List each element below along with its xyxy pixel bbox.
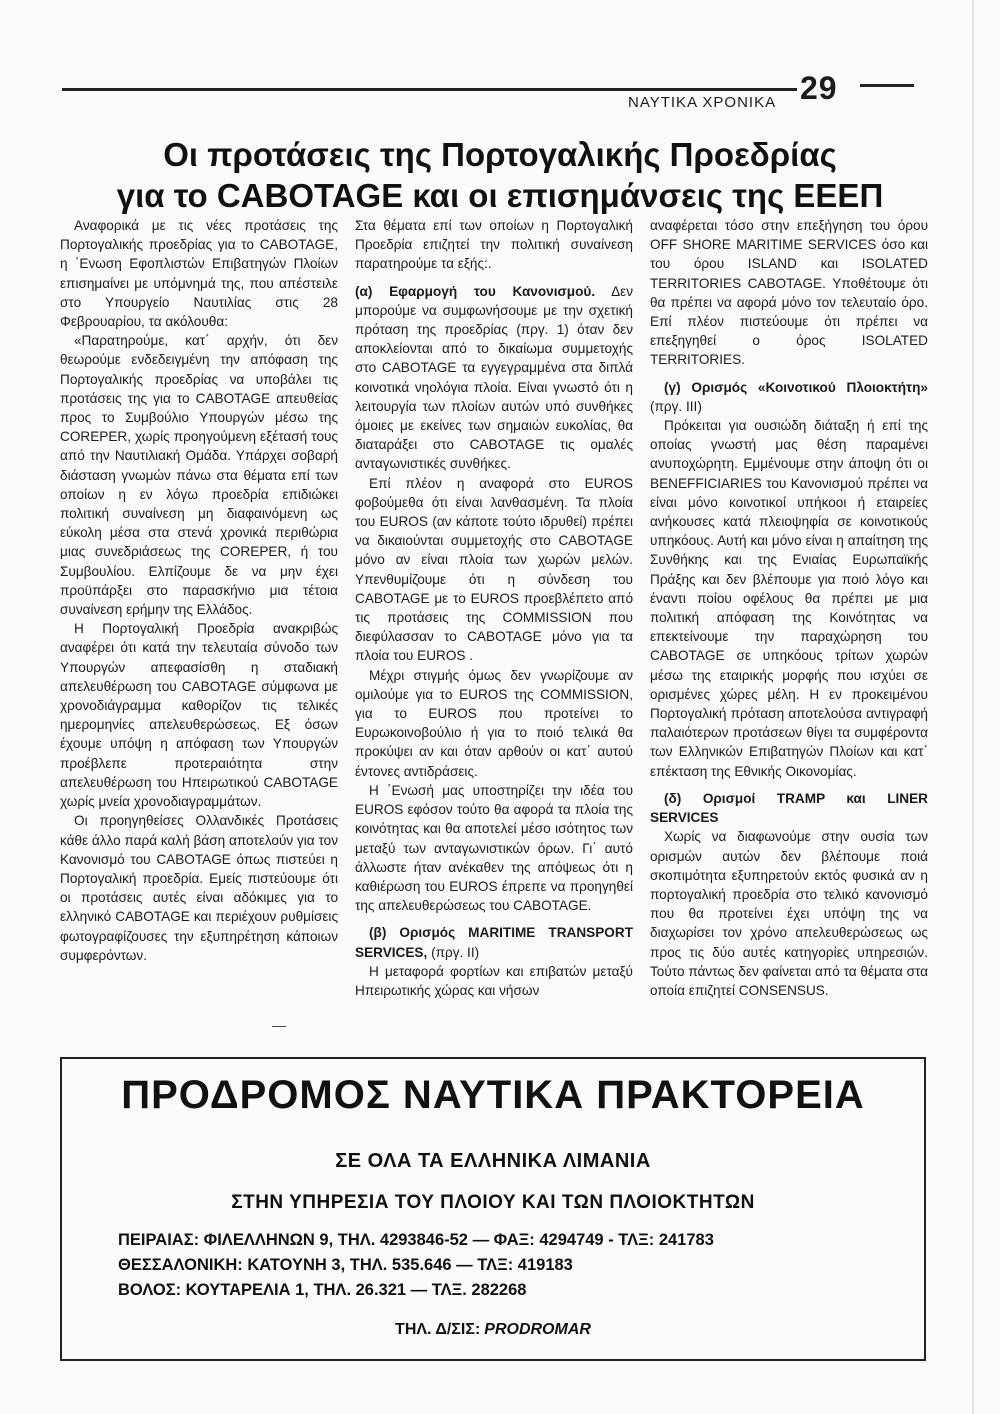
paragraph: Οι προηγηθείσες Ολλανδικές Προτάσεις κάθε άλλο παρά καλή βάση αποτελούν για τον Κανονισμό του CABOTAGE όπως πιστεύει η Πορτογαλική προεδρία. Εμείς πιστεύουμε ότι οι προτάσεις αυτές είναι αδόκιμες για το ελληνικό CABOTAGE και περιέχουν ρυθμίσεις φωτογραφίζουσες την εξυπηρέτηση κάποιων συμφερόντων. bbox=[60, 813, 338, 963]
paragraph: Επί πλέον η αναφορά στο EUROS φοβούμεθα ότι είναι λανθασμένη. Τα πλοία του EUROS (αν κάποτε τούτο ιδρυθεί) πρέπει να δικαιούνται συμμετοχής στο CABOTAGE μόνο αν είναι πλοία των χωρών μελών. Υπενθυμίζουμε ότι η σύνδεση του CABOTAGE με το EUROS προεβλέπετο από τις προτάσεις της COMMISSION που διεφύλασσαν το CABOTAGE μόνο για τα πλοία του EUROS . bbox=[355, 475, 633, 664]
paragraph: Η Πορτογαλική Προεδρία ανακριβώς αναφέρει ότι κατά την τελευταία σύνοδο των Υπουργών απεφασίσθη η σταδιακή απελευθέρωση του CABOTAGE σύμφωνα με χρονοδιάγραμμα καθορίζον τις τελικές ημερομηνίες απελευθερώσεως. Εξ όσων έχουμε υπόψη η απόφαση των Υπουργών προέβλεπε προτεραιότητα στην απελευθέρωση του Ηπειρωτικού CABOTAGE χωρίς μνεία χρονοδιαγραμμάτων. bbox=[60, 621, 338, 810]
ad-tagline-2: ΣΤΗΝ ΥΠΗΡΕΣΙΑ ΤΟΥ ΠΛΟΙΟΥ ΚΑΙ ΤΩΝ ΠΛΟΙΟΚΤΗΤΩΝ bbox=[231, 1192, 755, 1213]
column-1 bbox=[60, 216, 338, 965]
ad-company-name: ΠΡΟΔΡΟΜΟΣ ΝΑΥΤΙΚΑ ΠΡΑΚΤΟΡΕΙΑ bbox=[121, 1073, 865, 1117]
paragraph: Πρόκειται για ουσιώδη διάταξη ή επί της οποίας γνωστή μας θέση παραμένει ανυποχώρητη. Εμμένουμε στην άποψη ότι οι BENEFFICIARIES του Κανονισμού πρέπει να είναι μόνο κοινοτικοί υπήκοοι ή εταιρείες ανήκουσες κατά πλειοψηφία σε κοινοτικούς υπηκόους. Αυτή και μόνο είναι η απαίτηση της Συνθήκης και της Ενιαίας Ευρωπαϊκής Πράξης και δεν βλέπουμε για ποιό λόγο και έναντι ποίου οφέλους θα πρέπει με μια πολιτική απόφαση της Κοινότητας να επεκτείνουμε την παραχώρηση του CABOTAGE σε υπηκόους τρίτων χωρών μέσω της εταιρικής μορφής που ισχύει σε ορισμένες χώρες μέλη. Η εν προκειμένου Πορτογαλική πρόταση αποτελούσα αντιγραφή παλαιότερων προτάσεων θίγει τα συμφέροντα των Ελληνικών Επιβατηγών Πλοίων και κατ΄ επέκταση της Εθνικής Οικονομίας. bbox=[650, 418, 928, 779]
paragraph: Η μεταφορά φορτίων και επιβατών μεταξύ Ηπειρωτικής χώρας και νήσων bbox=[355, 963, 633, 998]
header-rule-left bbox=[62, 88, 797, 91]
page-edge bbox=[972, 0, 974, 1414]
paragraph-a bbox=[355, 282, 633, 474]
title-line-1: Οι προτάσεις της Πορτογαλικής Προεδρίας bbox=[163, 136, 837, 173]
column-end-dash bbox=[272, 1026, 286, 1027]
column-2 bbox=[355, 216, 633, 1000]
ad-telegraph-label: ΤΗΛ. Δ/ΣΙΣ: bbox=[395, 1321, 481, 1338]
paragraph: Χωρίς να διαφωνούμε στην ουσία των ορισμών αυτών δεν βλέπουμε ποιά σκοπιμότητα εξυπηρετούν εκτός φυσικά αν η πορτογαλική προεδρία στο τελικό κανονισμό που θα προτείνει έχει υπόψη της να διαχωρίσει τον χρόνο απελευθερώσεως ως προς τις δύο αυτές κατηγορίες υπηρεσιών. Τούτο πάντως δεν φαίνεται από τα θέματα στα οποία επιζητεί CONSENSUS. bbox=[650, 829, 928, 998]
subheading-d: (δ) Ορισμοί TRAMP και LINER SERVICES bbox=[650, 790, 928, 826]
paragraph-b-body: (πργ. ΙΙ) bbox=[431, 944, 480, 960]
paragraph-a-body: Δεν μπορούμε να συμφωνήσουμε με την σχετική πρόταση της προεδρίας (πργ. 1) όταν δεν αποκλείονται από το δικαίωμα συμμετοχής στο CABOTAGE τα εγγεγραμμένα στα διπλά κοινοτικά νηολόγια πλοία. Είναι γνωστό ότι η λειτουργία των πλοίων αυτών υπό συνθήκες όμοιες με εκείνες των σημαιών ευκολίας, θα διαταράξει στο CABOTAGE τις ομαλές ανταγωνιστικές συνθήκες. bbox=[355, 283, 634, 472]
magazine-name: ΝΑΥΤΙΚΑ ΧΡΟΝΙΚΑ bbox=[628, 94, 777, 111]
header-rule-right bbox=[860, 84, 914, 87]
paragraph: Η ΄Ενωσή μας υποστηρίζει την ιδέα του EUROS εφόσον τούτο θα αφορά τα πλοία της κοινότητας και θα αποτελεί μέσο ισότητος των μεταξύ των ανταγωνιστικών όρων. Γι΄ αυτό άλλωστε ήταν ανέκαθεν της απόψεως ότι η καθιέρωση του EUROS έπρεπε να προηγηθεί της απελευθερώσεως του CABOTAGE. bbox=[355, 782, 633, 914]
ad-tagline-1: ΣΕ ΟΛΑ ΤΑ ΕΛΛΗΝΙΚΑ ΛΙΜΑΝΙΑ bbox=[335, 1150, 651, 1172]
article-title bbox=[60, 134, 940, 216]
column-3 bbox=[650, 216, 928, 1000]
subheading-c: (γ) Ορισμός «Κοινοτικού Πλοιοκτήτη» bbox=[664, 379, 928, 395]
paragraph-c bbox=[650, 378, 928, 416]
paragraph: Στα θέματα επί των οποίων η Πορτογαλική Προεδρία επιζητεί την πολιτική συναίνεση παρατηρούμε τα εξής:. bbox=[355, 218, 633, 272]
subheading-b: (β) Ορισμός MARITIME TRANSPORT SERVICES, bbox=[355, 925, 633, 960]
ad-telegraph bbox=[62, 1321, 924, 1339]
paragraph-c-body: (πργ. ΙΙΙ) bbox=[650, 398, 702, 414]
page-header bbox=[62, 70, 914, 114]
advertisement-box bbox=[60, 1057, 926, 1361]
paragraph: Μέχρι στιγμής όμως δεν γνωρίζουμε αν ομιλούμε για το EUROS της COMMISSION, για το EUROS που προτείνει το Ευρωκοινοβούλιο ή για το ποιό τελικά θα προκύψει αν και όταν αρθούν οι κατ΄ αυτού έντονες αντιδράσεις. bbox=[355, 667, 633, 779]
ad-telegraph-name: PRODROMAR bbox=[484, 1321, 591, 1338]
paragraph: αναφέρεται τόσο στην επεξήγηση του όρου OFF SHORE MARITIME SERVICES όσο και του όρου ISLAND και ISOLATED TERRITORIES CABOTAGE. Υποθέτουμε ότι θα πρέπει να αφορά μόνο τον τελευταίο όρο. Επί πλέον πιστεύουμε ότι πρέπει να επεξηγηθεί ο όρος ISOLATED TERRITORIES. bbox=[650, 218, 928, 368]
ad-address-volos: ΒΟΛΟΣ: ΚΟΥΤΑΡΕΛΙΑ 1, ΤΗΛ. 26.321 — ΤΛΞ. 282268 bbox=[118, 1281, 527, 1299]
paragraph-d bbox=[650, 789, 928, 827]
page-number: 29 bbox=[800, 70, 838, 106]
title-line-2: για το CABOTAGE και οι επισημάνσεις της ΕΕΕΠ bbox=[116, 177, 884, 214]
subheading-a: (α) Εφαρμογή του Κανονισμού. bbox=[355, 283, 596, 299]
ad-address-piraeus: ΠΕΙΡΑΙΑΣ: ΦΙΛΕΛΛΗΝΩΝ 9, ΤΗΛ. 4293846-52 — ΦΑΞ: 4294749 - ΤΛΞ: 241783 bbox=[118, 1231, 714, 1249]
paragraph: «Παρατηρούμε, κατ΄ αρχήν, ότι δεν θεωρούμε ενδεδειγμένη την απόφαση της Πορτογαλικής προεδρίας να υποβάλει τις προτάσεις της για το CABOTAGE απευθείας προς το Συμβούλιο Υπουργών μέσω της COREPER, χωρίς προηγούμενη εξέτασή τους από την Ναυτιλιακή Ομάδα. Υπάρχει σοβαρή διάσταση γνωμών πάνω στα θέματα επί των οποίων η εν λόγω προεδρία επιδιώκει πολιτική συναίνεση μη διαφαινόμενη ως εύκολη μέσα στα στενά χρονικά περιθώρια μιας συνεδριάσεως της COREPER, ή του Συμβουλίου. Ελπίζουμε δε να μην έχει προϋπάρξει στο παρασκήνιο μια τέτοια συναίνεση ερήμην της Ελλάδος. bbox=[60, 333, 338, 618]
paragraph-b bbox=[355, 923, 633, 961]
ad-address-thessaloniki: ΘΕΣΣΑΛΟΝΙΚΗ: ΚΑΤΟΥΝΗ 3, ΤΗΛ. 535.646 — ΤΛΞ: 419183 bbox=[118, 1256, 573, 1274]
paragraph: Αναφορικά με τις νέες προτάσεις της Πορτογαλικής προεδρίας για το CABOTAGE, η ΄Ενωση Εφοπλιστών Επιβατηγών Πλοίων επισημαίνει με υπόμνημά της, που απέστειλε στο Υπουργείο Ναυτιλίας στις 28 Φεβρουαρίου, τα ακόλουθα: bbox=[60, 218, 338, 330]
article-body bbox=[60, 216, 940, 1046]
